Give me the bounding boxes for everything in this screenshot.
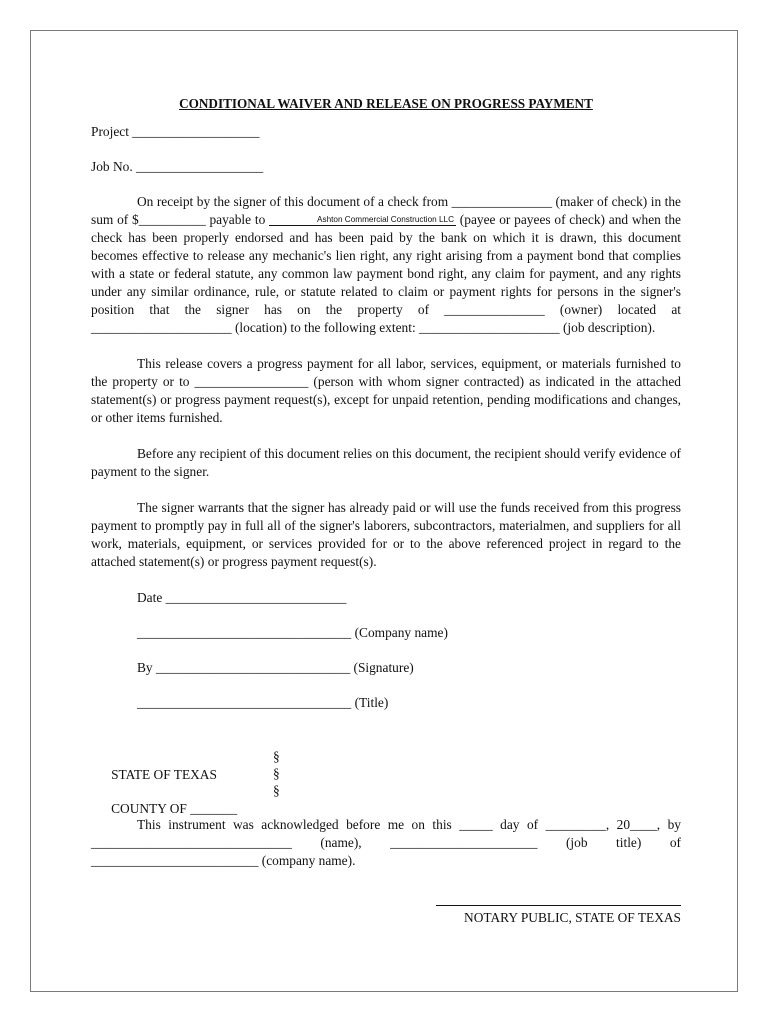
company-name-field[interactable]: ________________________________ (Company name) [137, 625, 448, 640]
county-line [91, 782, 681, 816]
receipt-paragraph [91, 193, 681, 337]
notary-signature-line[interactable] [436, 905, 681, 906]
coverage-paragraph: This release covers a progress payment for all labor, services, equipment, or materials furnished to the property or to _________________ (person with whom signer contracted) as indicated in the attached statement(s) or progress payment request(s), except for unpaid retention, pending modifications and changes, or other items furnished. [91, 356, 681, 425]
document-title: CONDITIONAL WAIVER AND RELEASE ON PROGRESS PAYMENT [179, 96, 593, 111]
document-page [30, 30, 738, 992]
section-mark: § [273, 749, 280, 764]
notary-block [91, 905, 681, 945]
date-field[interactable]: Date ___________________________ [137, 590, 347, 605]
section-mark: § [273, 783, 280, 798]
section-line [91, 765, 681, 782]
job-number-field[interactable]: Job No. ___________________ [91, 159, 264, 174]
receipt-text-end: (payee or payees of check) and when the check has been properly endorsed and has been paid by the bank on which it is drawn, this document becomes effective to release any mechanic's lien right, any right arising from a payment bond that complies with a state or federal statute, any common law payment bond right, any claim for payment, and any rights under any similar ordinance, rule, or statute related to claim or payment rights for persons in the signer's position that the signer has on the property of _______________ (owner) located at _____________________ (location) to the following extent: _____________________ (job description). [91, 212, 681, 335]
document-body [91, 95, 681, 945]
project-field[interactable]: Project ___________________ [91, 124, 260, 139]
state-label: STATE OF TEXAS [111, 767, 217, 782]
payee-field[interactable]: Ashton Commercial Construction LLC [269, 214, 456, 226]
county-field[interactable]: COUNTY OF _______ [111, 801, 238, 816]
verification-paragraph: Before any recipient of this document relies on this document, the recipient should verify evidence of payment to the signer. [91, 446, 681, 479]
title-field[interactable]: ________________________________ (Title) [137, 695, 389, 710]
acknowledgment-paragraph: This instrument was acknowledged before me on this _____ day of _________, 20____, by ______________________________ (name), ______________________ (job title) of _________________________ (company name). [91, 817, 681, 868]
notary-label: NOTARY PUBLIC, STATE OF TEXAS [464, 910, 681, 925]
signature-field[interactable]: By _____________________________ (Signature) [137, 660, 414, 675]
section-mark: § [273, 766, 280, 781]
receipt-text-start: On receipt by the signer of this document of a check from _______________ (maker of check) in the sum of $__________ payable to [91, 194, 681, 227]
warranty-paragraph: The signer warrants that the signer has already paid or will use the funds received from this progress payment to promptly pay in full all of the signer's laborers, subcontractors, materialmen, and suppliers for all work, materials, equipment, or services provided for or to the above referenced project in regard to the attached statement(s) or progress payment request(s). [91, 500, 681, 569]
state-line [91, 748, 681, 782]
